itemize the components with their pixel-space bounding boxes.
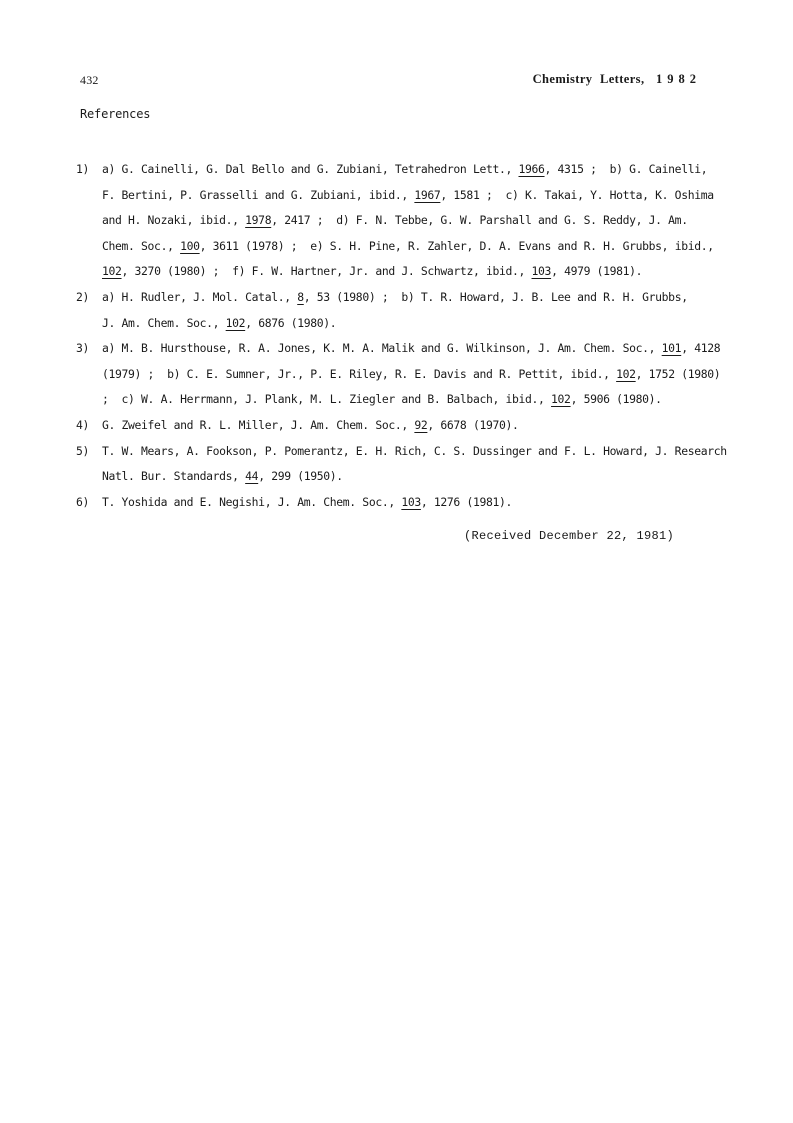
reference-line <box>102 285 726 311</box>
reference-line <box>102 208 726 234</box>
citation-text: , 4979 (1981). <box>551 264 643 279</box>
reference-number: 1) <box>76 162 90 176</box>
reference-line <box>102 336 726 362</box>
journal-header <box>533 72 701 87</box>
journal-year: 1982 <box>656 72 701 86</box>
received-date: (Received December 22, 1981) <box>464 529 675 543</box>
citation-text: a) G. Cainelli, G. Dal Bello and G. Zubiani, Tetrahedron Lett., <box>102 162 519 176</box>
citation-text: Natl. Bur. Standards, <box>102 469 246 484</box>
reference-line <box>102 439 727 465</box>
citation-text: , 53 (1980) ; b) T. R. Howard, J. B. Lee and R. H. Grubbs, <box>303 289 688 304</box>
citation-text: F. Bertini, P. Grasselli and G. Zubiani, ibid., <box>102 187 415 202</box>
citation-text: , 1581 ; c) K. Takai, Y. Hotta, K. Oshima <box>440 187 714 202</box>
citation-text: a) H. Rudler, J. Mol. Catal., <box>102 289 298 304</box>
reference-text <box>102 285 726 336</box>
reference-text <box>102 439 727 490</box>
citation-text: Chem. Soc., <box>102 238 181 253</box>
citation-text: , 5906 (1980). <box>570 392 662 407</box>
citation-text: , 299 (1950). <box>258 469 343 484</box>
reference-line <box>102 234 726 260</box>
reference-item <box>76 157 726 285</box>
reference-item <box>76 439 726 490</box>
reference-line <box>102 362 726 388</box>
citation-text: , 6678 (1970). <box>427 417 519 432</box>
citation-text: (1979) ; b) C. E. Sumner, Jr., P. E. Riley, R. E. Davis and R. Pettit, ibid., <box>102 366 617 381</box>
reference-number: 5) <box>76 443 90 458</box>
reference-number: 6) <box>76 494 90 509</box>
reference-line <box>102 311 726 337</box>
reference-number: 3) <box>76 341 90 356</box>
volume-number: 102 <box>616 366 636 381</box>
volume-number: 100 <box>180 238 200 253</box>
journal-title: Chemistry Letters, <box>532 72 645 86</box>
reference-number: 4) <box>76 417 90 432</box>
volume-number: 1966 <box>518 162 545 176</box>
citation-text: J. Am. Chem. Soc., <box>102 315 226 330</box>
citation-text: T. W. Mears, A. Fookson, P. Pomerantz, E. H. Rich, C. S. Dussinger and F. L. Howard, J. Research <box>102 443 727 458</box>
reference-line <box>102 490 726 516</box>
volume-number: 1978 <box>245 213 272 228</box>
page-number: 432 <box>80 73 99 87</box>
volume-number: 103 <box>401 494 421 509</box>
reference-item <box>76 490 726 516</box>
volume-number: 103 <box>531 264 552 279</box>
citation-text: , 3611 (1978) ; e) S. H. Pine, R. Zahler, D. A. Evans and R. H. Grubbs, ibid., <box>199 238 714 253</box>
reference-number: 2) <box>76 289 90 304</box>
volume-number: 1967 <box>414 187 441 202</box>
citation-text: , 4128 <box>681 341 721 356</box>
reference-item <box>76 336 726 413</box>
volume-number: 101 <box>661 341 682 356</box>
citation-text: , 6876 (1980). <box>245 315 337 330</box>
citation-text: , 2417 ; d) F. N. Tebbe, G. W. Parshall and G. S. Reddy, J. Am. <box>271 213 688 228</box>
citation-text: , 3270 (1980) ; f) F. W. Hartner, Jr. and J. Schwartz, ibid., <box>121 264 532 279</box>
volume-number: 102 <box>102 264 122 279</box>
volume-number: 102 <box>225 315 246 330</box>
reference-line <box>102 413 726 439</box>
volume-number: 8 <box>297 289 304 304</box>
citation-text: T. Yoshida and E. Negishi, J. Am. Chem. Soc., <box>102 494 402 509</box>
volume-number: 92 <box>414 417 428 432</box>
citation-text: and H. Nozaki, ibid., <box>102 213 246 228</box>
reference-text <box>102 490 726 516</box>
reference-list <box>76 157 726 515</box>
reference-line <box>102 259 726 285</box>
citation-text: G. Zweifel and R. L. Miller, J. Am. Chem. Soc., <box>102 417 415 432</box>
citation-text: a) M. B. Hursthouse, R. A. Jones, K. M. A. Malik and G. Wilkinson, J. Am. Chem. Soc., <box>102 341 662 356</box>
reference-line <box>102 387 726 413</box>
reference-line <box>102 183 726 209</box>
reference-text <box>102 336 726 413</box>
reference-item <box>76 413 726 439</box>
reference-line <box>102 157 726 183</box>
citation-text: ; c) W. A. Herrmann, J. Plank, M. L. Ziegler and B. Balbach, ibid., <box>102 392 552 407</box>
volume-number: 102 <box>551 392 571 407</box>
volume-number: 44 <box>245 469 259 484</box>
citation-text: , 4315 ; b) G. Cainelli, <box>544 162 708 176</box>
reference-line <box>102 464 727 490</box>
reference-item <box>76 285 726 336</box>
reference-text <box>102 157 726 285</box>
citation-text: , 1752 (1980) <box>635 366 721 381</box>
citation-text: , 1276 (1981). <box>420 494 512 509</box>
section-heading: References <box>80 107 151 121</box>
reference-text <box>102 413 726 439</box>
